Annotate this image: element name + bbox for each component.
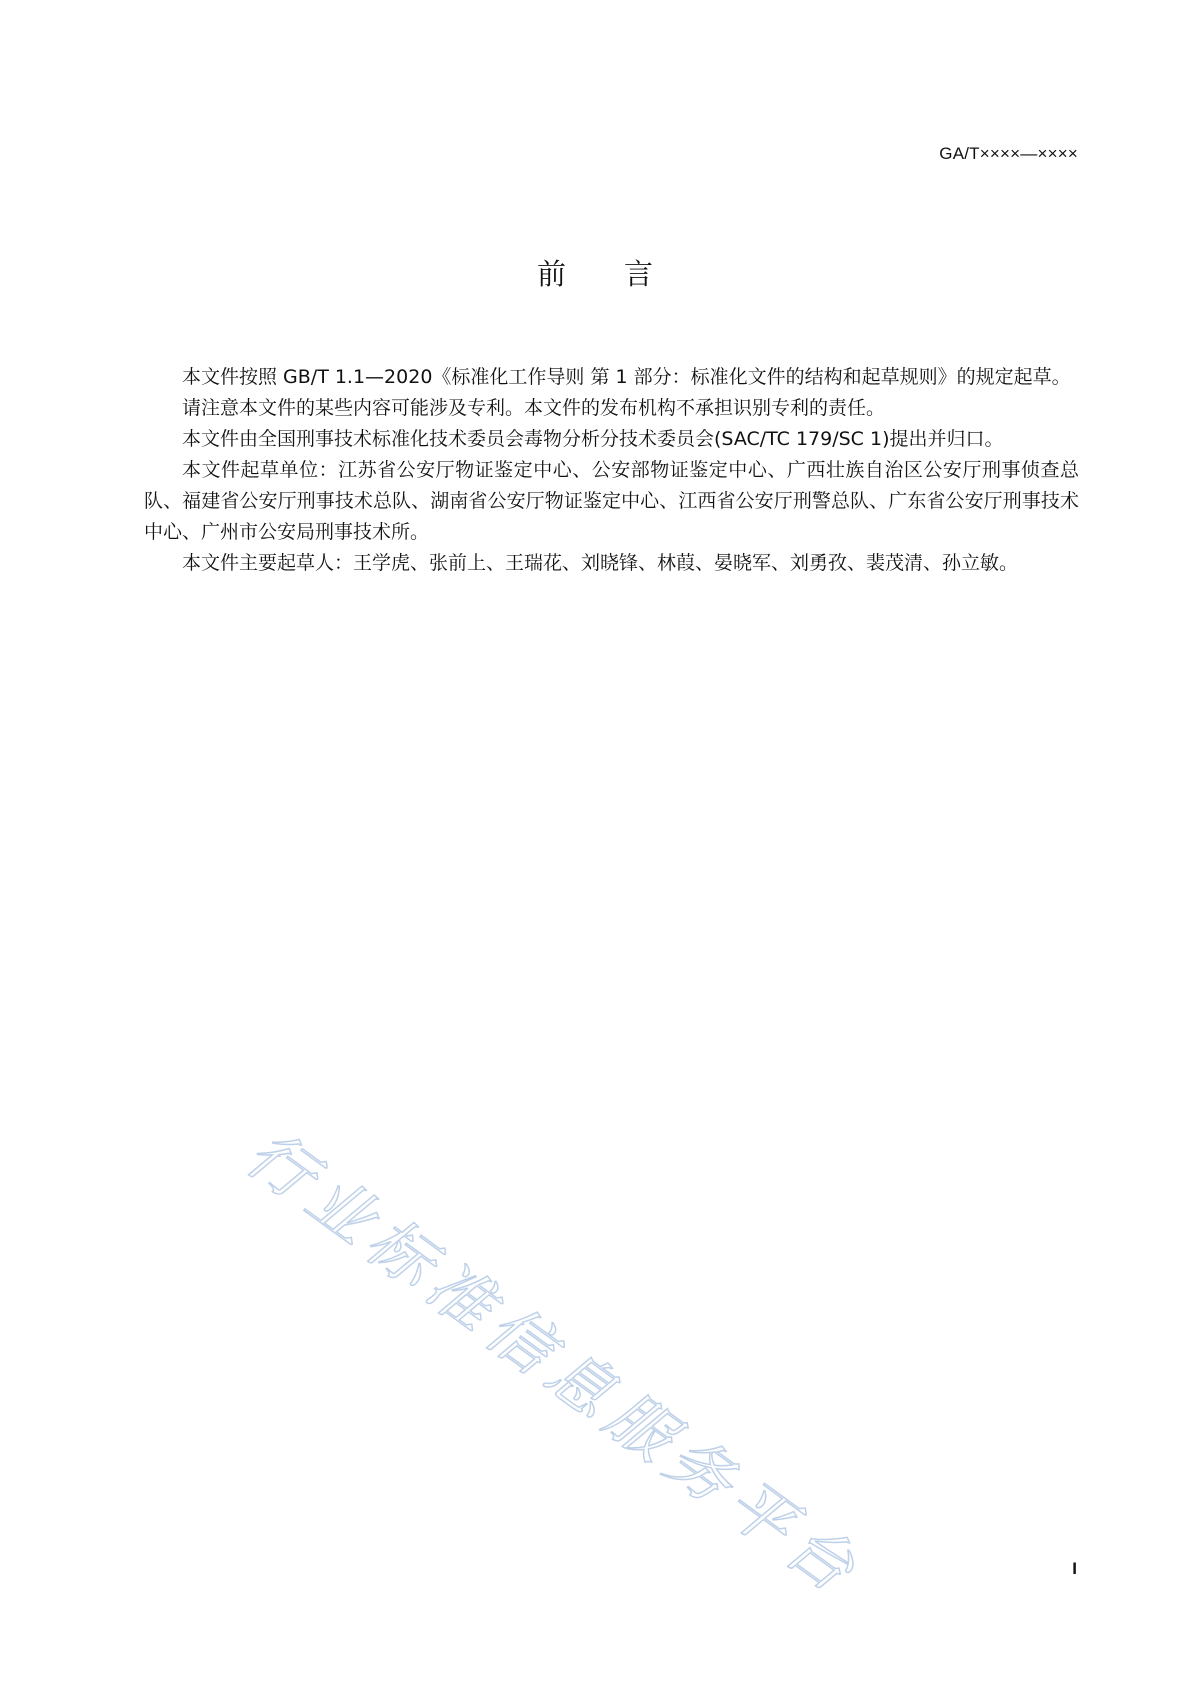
paragraph-proposer: 本文件由全国刑事技术标准化技术委员会毒物分析分技术委员会(SAC/TC 179/SC 1)提出并归口。 — [182, 428, 1004, 450]
paragraph-drafting-rules: 本文件按照 GB/T 1.1—2020《标准化工作导则 第 1 部分：标准化文件的结构和起草规则》的规定起草。 — [182, 366, 1071, 388]
document-code: GA/T××××—×××× — [939, 144, 1078, 163]
page-number: I — [1072, 1559, 1077, 1578]
watermark-text: 行业标准信息服务平台 — [232, 1117, 875, 1612]
foreword-body — [144, 362, 1079, 579]
page-title: 前言 — [536, 257, 711, 291]
paragraph-drafting-units: 本文件起草单位：江苏省公安厅物证鉴定中心、公安部物证鉴定中心、广西壮族自治区公安厅刑事侦查总队、福建省公安厅刑事技术总队、湖南省公安厅物证鉴定中心、江西省公安厅刑警总队、广东省公安厅刑事技术中心、广州市公安局刑事技术所。 — [144, 459, 1079, 543]
paragraph-drafters: 本文件主要起草人：王学虎、张前上、王瑞花、刘晓锋、林葭、晏晓军、刘勇孜、裴茂清、孙立敏。 — [182, 552, 1019, 574]
paragraph-patent-notice: 请注意本文件的某些内容可能涉及专利。本文件的发布机构不承担识别专利的责任。 — [182, 397, 886, 419]
